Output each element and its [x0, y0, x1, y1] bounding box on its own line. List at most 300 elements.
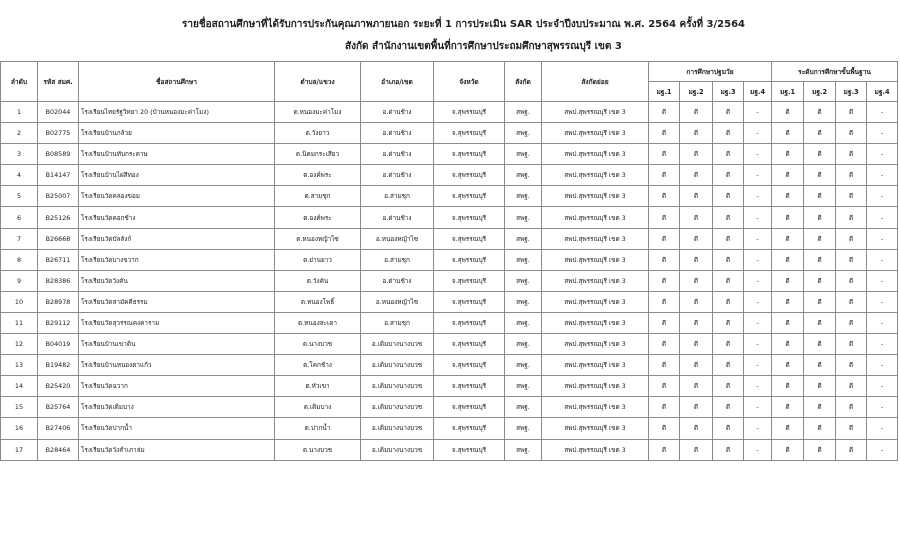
cell-sub-affiliation: สพป.สุพรรณบุรี เขต 3 [542, 355, 649, 376]
cell-school: โรงเรียนบ้านทับกระดาษ [79, 144, 275, 165]
cell-early-std4: - [744, 207, 772, 228]
cell-sub-affiliation: สพป.สุพรรณบุรี เขต 3 [542, 228, 649, 249]
cell-sub-affiliation: สพป.สุพรรณบุรี เขต 3 [542, 439, 649, 460]
cell-no: 13 [1, 355, 38, 376]
header-district: อำเภอ/เขต [361, 62, 434, 102]
cell-basic-std3: ดี [836, 102, 867, 123]
cell-sub-affiliation: สพป.สุพรรณบุรี เขต 3 [542, 249, 649, 270]
cell-early-std1: ดี [649, 123, 680, 144]
cell-early-std1: ดี [649, 249, 680, 270]
cell-early-std1: ดี [649, 291, 680, 312]
cell-school: โรงเรียนบ้านเขาดิน [79, 334, 275, 355]
cell-early-std4: - [744, 165, 772, 186]
cell-code: B26668 [38, 228, 79, 249]
cell-sub-affiliation: สพป.สุพรรณบุรี เขต 3 [542, 291, 649, 312]
cell-basic-std1: ดี [772, 291, 804, 312]
cell-basic-std4: - [867, 334, 898, 355]
cell-early-std3: ดี [713, 418, 744, 439]
cell-basic-std3: ดี [836, 376, 867, 397]
cell-early-std4: - [744, 376, 772, 397]
table-row [1, 312, 898, 333]
cell-early-std2: ดี [680, 376, 713, 397]
cell-early-std1: ดี [649, 228, 680, 249]
cell-code: B08589 [38, 144, 79, 165]
cell-subdistrict: ต.นางบวช [275, 334, 361, 355]
cell-early-std1: ดี [649, 102, 680, 123]
cell-province: จ.สุพรรณบุรี [434, 291, 505, 312]
header-subdistrict: ตำบล/แขวง [275, 62, 361, 102]
cell-early-std3: ดี [713, 291, 744, 312]
cell-early-std4: - [744, 291, 772, 312]
cell-code: B25126 [38, 207, 79, 228]
cell-early-std1: ดี [649, 165, 680, 186]
cell-basic-std2: ดี [804, 144, 836, 165]
cell-district: อ.หนองหญ้าไซ [361, 291, 434, 312]
cell-subdistrict: ต.นางบวช [275, 439, 361, 460]
cell-early-std2: ดี [680, 123, 713, 144]
cell-basic-std1: ดี [772, 186, 804, 207]
cell-early-std4: - [744, 439, 772, 460]
cell-affiliation: สพฐ. [505, 291, 542, 312]
cell-subdistrict: ต.วังยาว [275, 123, 361, 144]
cell-code: B02044 [38, 102, 79, 123]
cell-district: อ.สามชุก [361, 186, 434, 207]
header-affiliation: สังกัด [505, 62, 542, 102]
header-e-std3: มฐ.3 [713, 82, 744, 102]
cell-sub-affiliation: สพป.สุพรรณบุรี เขต 3 [542, 334, 649, 355]
table-row [1, 102, 898, 123]
cell-basic-std4: - [867, 418, 898, 439]
cell-no: 2 [1, 123, 38, 144]
cell-early-std4: - [744, 355, 772, 376]
cell-early-std3: ดี [713, 376, 744, 397]
cell-basic-std1: ดี [772, 418, 804, 439]
cell-early-std4: - [744, 144, 772, 165]
cell-sub-affiliation: สพป.สุพรรณบุรี เขต 3 [542, 207, 649, 228]
cell-basic-std4: - [867, 102, 898, 123]
cell-school: โรงเรียนบ้านกล้วย [79, 123, 275, 144]
cell-basic-std2: ดี [804, 228, 836, 249]
cell-code: B26711 [38, 249, 79, 270]
cell-early-std1: ดี [649, 312, 680, 333]
cell-early-std1: ดี [649, 418, 680, 439]
cell-early-std1: ดี [649, 144, 680, 165]
cell-affiliation: สพฐ. [505, 207, 542, 228]
cell-province: จ.สุพรรณบุรี [434, 144, 505, 165]
cell-early-std4: - [744, 334, 772, 355]
cell-early-std1: ดี [649, 186, 680, 207]
table-row [1, 291, 898, 312]
cell-basic-std1: ดี [772, 439, 804, 460]
cell-affiliation: สพฐ. [505, 418, 542, 439]
header-e-std1: มฐ.1 [649, 82, 680, 102]
cell-basic-std4: - [867, 186, 898, 207]
cell-province: จ.สุพรรณบุรี [434, 207, 505, 228]
cell-subdistrict: ต.องค์พระ [275, 165, 361, 186]
cell-subdistrict: ต.โคกช้าง [275, 355, 361, 376]
cell-basic-std1: ดี [772, 249, 804, 270]
cell-basic-std2: ดี [804, 270, 836, 291]
cell-early-std4: - [744, 249, 772, 270]
cell-basic-std2: ดี [804, 355, 836, 376]
cell-province: จ.สุพรรณบุรี [434, 418, 505, 439]
table-row [1, 144, 898, 165]
cell-basic-std1: ดี [772, 334, 804, 355]
header-no: ลำดับ [1, 62, 38, 102]
cell-school: โรงเรียนวัดบัลลังก์ [79, 228, 275, 249]
cell-school: โรงเรียนวัดวังคัน [79, 270, 275, 291]
cell-early-std3: ดี [713, 102, 744, 123]
cell-basic-std1: ดี [772, 123, 804, 144]
table-row [1, 186, 898, 207]
cell-early-std1: ดี [649, 334, 680, 355]
cell-province: จ.สุพรรณบุรี [434, 186, 505, 207]
cell-early-std4: - [744, 397, 772, 418]
cell-affiliation: สพฐ. [505, 102, 542, 123]
cell-sub-affiliation: สพป.สุพรรณบุรี เขต 3 [542, 186, 649, 207]
cell-code: B02775 [38, 123, 79, 144]
cell-no: 11 [1, 312, 38, 333]
cell-basic-std1: ดี [772, 397, 804, 418]
header-b-std4: มฐ.4 [867, 82, 898, 102]
cell-affiliation: สพฐ. [505, 334, 542, 355]
cell-basic-std2: ดี [804, 165, 836, 186]
cell-basic-std3: ดี [836, 312, 867, 333]
cell-school: โรงเรียนวัดสุวรรณคงคาราม [79, 312, 275, 333]
cell-province: จ.สุพรรณบุรี [434, 334, 505, 355]
cell-sub-affiliation: สพป.สุพรรณบุรี เขต 3 [542, 123, 649, 144]
cell-early-std3: ดี [713, 165, 744, 186]
cell-early-std4: - [744, 123, 772, 144]
table-row [1, 439, 898, 460]
cell-province: จ.สุพรรณบุรี [434, 249, 505, 270]
cell-sub-affiliation: สพป.สุพรรณบุรี เขต 3 [542, 102, 649, 123]
cell-school: โรงเรียนบ้านหนองตาแก้ว [79, 355, 275, 376]
cell-province: จ.สุพรรณบุรี [434, 439, 505, 460]
cell-basic-std3: ดี [836, 439, 867, 460]
cell-early-std1: ดี [649, 397, 680, 418]
cell-basic-std3: ดี [836, 355, 867, 376]
cell-no: 3 [1, 144, 38, 165]
cell-affiliation: สพฐ. [505, 439, 542, 460]
cell-basic-std2: ดี [804, 102, 836, 123]
cell-no: 10 [1, 291, 38, 312]
cell-early-std3: ดี [713, 270, 744, 291]
table-row [1, 165, 898, 186]
cell-early-std3: ดี [713, 439, 744, 460]
cell-subdistrict: ต.ย่านยาว [275, 249, 361, 270]
cell-basic-std4: - [867, 355, 898, 376]
cell-basic-std2: ดี [804, 249, 836, 270]
cell-province: จ.สุพรรณบุรี [434, 102, 505, 123]
cell-early-std2: ดี [680, 207, 713, 228]
cell-early-std2: ดี [680, 270, 713, 291]
header-b-std1: มฐ.1 [772, 82, 804, 102]
cell-school: โรงเรียนวัดบางขวาก [79, 249, 275, 270]
cell-sub-affiliation: สพป.สุพรรณบุรี เขต 3 [542, 144, 649, 165]
cell-early-std3: ดี [713, 228, 744, 249]
cell-early-std2: ดี [680, 439, 713, 460]
cell-subdistrict: ต.หนองโพธิ์ [275, 291, 361, 312]
cell-subdistrict: ต.หนองหญ้าไซ [275, 228, 361, 249]
cell-no: 14 [1, 376, 38, 397]
cell-affiliation: สพฐ. [505, 228, 542, 249]
cell-basic-std1: ดี [772, 376, 804, 397]
cell-basic-std4: - [867, 376, 898, 397]
cell-early-std2: ดี [680, 355, 713, 376]
cell-district: อ.เดิมบางนางบวช [361, 376, 434, 397]
cell-basic-std3: ดี [836, 291, 867, 312]
cell-province: จ.สุพรรณบุรี [434, 312, 505, 333]
cell-basic-std4: - [867, 249, 898, 270]
cell-basic-std1: ดี [772, 144, 804, 165]
cell-basic-std2: ดี [804, 418, 836, 439]
cell-early-std2: ดี [680, 228, 713, 249]
table-row [1, 123, 898, 144]
cell-subdistrict: ต.หนองมะค่าโมง [275, 102, 361, 123]
cell-affiliation: สพฐ. [505, 270, 542, 291]
cell-no: 7 [1, 228, 38, 249]
cell-district: อ.เดิมบางนางบวช [361, 397, 434, 418]
cell-district: อ.หนองหญ้าไซ [361, 228, 434, 249]
cell-district: อ.ด่านช้าง [361, 102, 434, 123]
cell-early-std2: ดี [680, 418, 713, 439]
cell-subdistrict: ต.นิคมกระเสียว [275, 144, 361, 165]
cell-basic-std2: ดี [804, 186, 836, 207]
header-province: จังหวัด [434, 62, 505, 102]
cell-basic-std2: ดี [804, 334, 836, 355]
cell-affiliation: สพฐ. [505, 165, 542, 186]
cell-basic-std3: ดี [836, 207, 867, 228]
document-title: รายชื่อสถานศึกษาที่ได้รับการประกันคุณภาพภายนอก ระยะที่ 1 การประเมิน SAR ประจำปีงบประมาณ พ.ศ. 2564 ครั้งที่ 3/2564 [182, 19, 745, 30]
cell-district: อ.สามชุก [361, 312, 434, 333]
table-row [1, 355, 898, 376]
cell-basic-std3: ดี [836, 418, 867, 439]
cell-early-std2: ดี [680, 249, 713, 270]
cell-basic-std3: ดี [836, 270, 867, 291]
cell-basic-std4: - [867, 397, 898, 418]
cell-no: 1 [1, 102, 38, 123]
cell-basic-std1: ดี [772, 207, 804, 228]
cell-affiliation: สพฐ. [505, 355, 542, 376]
table-row [1, 249, 898, 270]
cell-basic-std1: ดี [772, 270, 804, 291]
cell-code: B19482 [38, 355, 79, 376]
cell-no: 8 [1, 249, 38, 270]
cell-basic-std3: ดี [836, 397, 867, 418]
header-e-std2: มฐ.2 [680, 82, 713, 102]
cell-early-std3: ดี [713, 186, 744, 207]
cell-early-std2: ดี [680, 397, 713, 418]
cell-district: อ.ด่านช้าง [361, 207, 434, 228]
cell-school: โรงเรียนวัดคลองขอม [79, 186, 275, 207]
cell-early-std4: - [744, 418, 772, 439]
cell-school: โรงเรียนวัดฉวาก [79, 376, 275, 397]
cell-early-std3: ดี [713, 144, 744, 165]
cell-district: อ.ด่านช้าง [361, 165, 434, 186]
cell-province: จ.สุพรรณบุรี [434, 123, 505, 144]
cell-school: โรงเรียนบ้านไผ่สีทอง [79, 165, 275, 186]
cell-basic-std1: ดี [772, 102, 804, 123]
cell-basic-std3: ดี [836, 228, 867, 249]
cell-basic-std1: ดี [772, 355, 804, 376]
cell-district: อ.เดิมบางนางบวช [361, 334, 434, 355]
cell-no: 5 [1, 186, 38, 207]
cell-affiliation: สพฐ. [505, 397, 542, 418]
cell-basic-std2: ดี [804, 123, 836, 144]
cell-early-std4: - [744, 186, 772, 207]
cell-early-std1: ดี [649, 270, 680, 291]
cell-basic-std4: - [867, 144, 898, 165]
cell-early-std1: ดี [649, 207, 680, 228]
cell-basic-std2: ดี [804, 439, 836, 460]
cell-affiliation: สพฐ. [505, 144, 542, 165]
cell-affiliation: สพฐ. [505, 123, 542, 144]
cell-province: จ.สุพรรณบุรี [434, 165, 505, 186]
cell-code: B04019 [38, 334, 79, 355]
cell-early-std2: ดี [680, 334, 713, 355]
cell-district: อ.เดิมบางนางบวช [361, 439, 434, 460]
cell-code: B25420 [38, 376, 79, 397]
cell-province: จ.สุพรรณบุรี [434, 376, 505, 397]
cell-subdistrict: ต.สามชุก [275, 186, 361, 207]
cell-code: B25764 [38, 397, 79, 418]
cell-school: โรงเรียนวัดเดิมบาง [79, 397, 275, 418]
cell-basic-std4: - [867, 312, 898, 333]
cell-early-std3: ดี [713, 249, 744, 270]
cell-sub-affiliation: สพป.สุพรรณบุรี เขต 3 [542, 270, 649, 291]
cell-sub-affiliation: สพป.สุพรรณบุรี เขต 3 [542, 376, 649, 397]
cell-district: อ.เดิมบางนางบวช [361, 418, 434, 439]
cell-subdistrict: ต.ปากน้ำ [275, 418, 361, 439]
cell-no: 16 [1, 418, 38, 439]
cell-no: 15 [1, 397, 38, 418]
cell-code: B29112 [38, 312, 79, 333]
cell-early-std3: ดี [713, 207, 744, 228]
cell-subdistrict: ต.องค์พระ [275, 207, 361, 228]
cell-basic-std4: - [867, 270, 898, 291]
cell-sub-affiliation: สพป.สุพรรณบุรี เขต 3 [542, 312, 649, 333]
cell-early-std3: ดี [713, 312, 744, 333]
cell-code: B27406 [38, 418, 79, 439]
table-row [1, 418, 898, 439]
header-e-std4: มฐ.4 [744, 82, 772, 102]
cell-district: อ.ด่านช้าง [361, 270, 434, 291]
cell-province: จ.สุพรรณบุรี [434, 270, 505, 291]
cell-school: โรงเรียนวัดวังสำเภาล่ม [79, 439, 275, 460]
cell-basic-std3: ดี [836, 123, 867, 144]
cell-early-std1: ดี [649, 355, 680, 376]
cell-code: B28978 [38, 291, 79, 312]
cell-early-std1: ดี [649, 376, 680, 397]
cell-subdistrict: ต.หัวเขา [275, 376, 361, 397]
cell-early-std4: - [744, 228, 772, 249]
header-basic-education: ระดับการศึกษาขั้นพื้นฐาน [772, 62, 898, 82]
table-row [1, 270, 898, 291]
cell-basic-std2: ดี [804, 397, 836, 418]
cell-basic-std1: ดี [772, 228, 804, 249]
cell-no: 12 [1, 334, 38, 355]
cell-basic-std4: - [867, 207, 898, 228]
cell-code: B25007 [38, 186, 79, 207]
cell-basic-std2: ดี [804, 376, 836, 397]
cell-early-std2: ดี [680, 144, 713, 165]
cell-affiliation: สพฐ. [505, 376, 542, 397]
header-code: รหัส สมศ. [38, 62, 79, 102]
cell-subdistrict: ต.วังคัน [275, 270, 361, 291]
cell-no: 17 [1, 439, 38, 460]
cell-early-std1: ดี [649, 439, 680, 460]
cell-basic-std4: - [867, 439, 898, 460]
cell-early-std2: ดี [680, 102, 713, 123]
cell-sub-affiliation: สพป.สุพรรณบุรี เขต 3 [542, 418, 649, 439]
table-row [1, 397, 898, 418]
cell-subdistrict: ต.เดิมบาง [275, 397, 361, 418]
cell-code: B28386 [38, 270, 79, 291]
cell-school: โรงเรียนไทยรัฐวิทยา 20 (บ้านหนองมะค่าโมง) [79, 102, 275, 123]
header-b-std2: มฐ.2 [804, 82, 836, 102]
cell-early-std3: ดี [713, 334, 744, 355]
cell-early-std2: ดี [680, 165, 713, 186]
cell-district: อ.ด่านช้าง [361, 123, 434, 144]
document-subtitle: สังกัด สำนักงานเขตพื้นที่การศึกษาประถมศึกษาสุพรรณบุรี เขต 3 [345, 41, 622, 52]
cell-affiliation: สพฐ. [505, 186, 542, 207]
cell-basic-std1: ดี [772, 165, 804, 186]
cell-early-std4: - [744, 270, 772, 291]
cell-province: จ.สุพรรณบุรี [434, 397, 505, 418]
cell-basic-std4: - [867, 165, 898, 186]
cell-district: อ.เดิมบางนางบวช [361, 355, 434, 376]
cell-school: โรงเรียนวัดคอกช้าง [79, 207, 275, 228]
cell-basic-std4: - [867, 123, 898, 144]
header-early-childhood: การศึกษาปฐมวัย [649, 62, 772, 82]
schools-table [0, 61, 898, 461]
table-row [1, 228, 898, 249]
cell-basic-std2: ดี [804, 312, 836, 333]
header-sub-affiliation: สังกัดย่อย [542, 62, 649, 102]
cell-basic-std3: ดี [836, 186, 867, 207]
cell-early-std2: ดี [680, 312, 713, 333]
cell-basic-std3: ดี [836, 334, 867, 355]
cell-early-std3: ดี [713, 397, 744, 418]
cell-sub-affiliation: สพป.สุพรรณบุรี เขต 3 [542, 397, 649, 418]
cell-basic-std2: ดี [804, 207, 836, 228]
cell-basic-std3: ดี [836, 144, 867, 165]
header-school: ชื่อสถานศึกษา [79, 62, 275, 102]
cell-early-std3: ดี [713, 355, 744, 376]
cell-code: B14147 [38, 165, 79, 186]
cell-code: B28464 [38, 439, 79, 460]
cell-affiliation: สพฐ. [505, 249, 542, 270]
cell-early-std4: - [744, 102, 772, 123]
cell-school: โรงเรียนวัดสามัคคีธรรม [79, 291, 275, 312]
cell-district: อ.ด่านช้าง [361, 144, 434, 165]
table-row [1, 334, 898, 355]
cell-basic-std1: ดี [772, 312, 804, 333]
cell-no: 6 [1, 207, 38, 228]
cell-early-std2: ดี [680, 186, 713, 207]
cell-subdistrict: ต.หนองสะเดา [275, 312, 361, 333]
cell-basic-std3: ดี [836, 165, 867, 186]
cell-basic-std2: ดี [804, 291, 836, 312]
cell-school: โรงเรียนวัดปากน้ำ [79, 418, 275, 439]
cell-no: 4 [1, 165, 38, 186]
cell-sub-affiliation: สพป.สุพรรณบุรี เขต 3 [542, 165, 649, 186]
header-b-std3: มฐ.3 [836, 82, 867, 102]
cell-district: อ.สามชุก [361, 249, 434, 270]
cell-early-std3: ดี [713, 123, 744, 144]
cell-basic-std3: ดี [836, 249, 867, 270]
